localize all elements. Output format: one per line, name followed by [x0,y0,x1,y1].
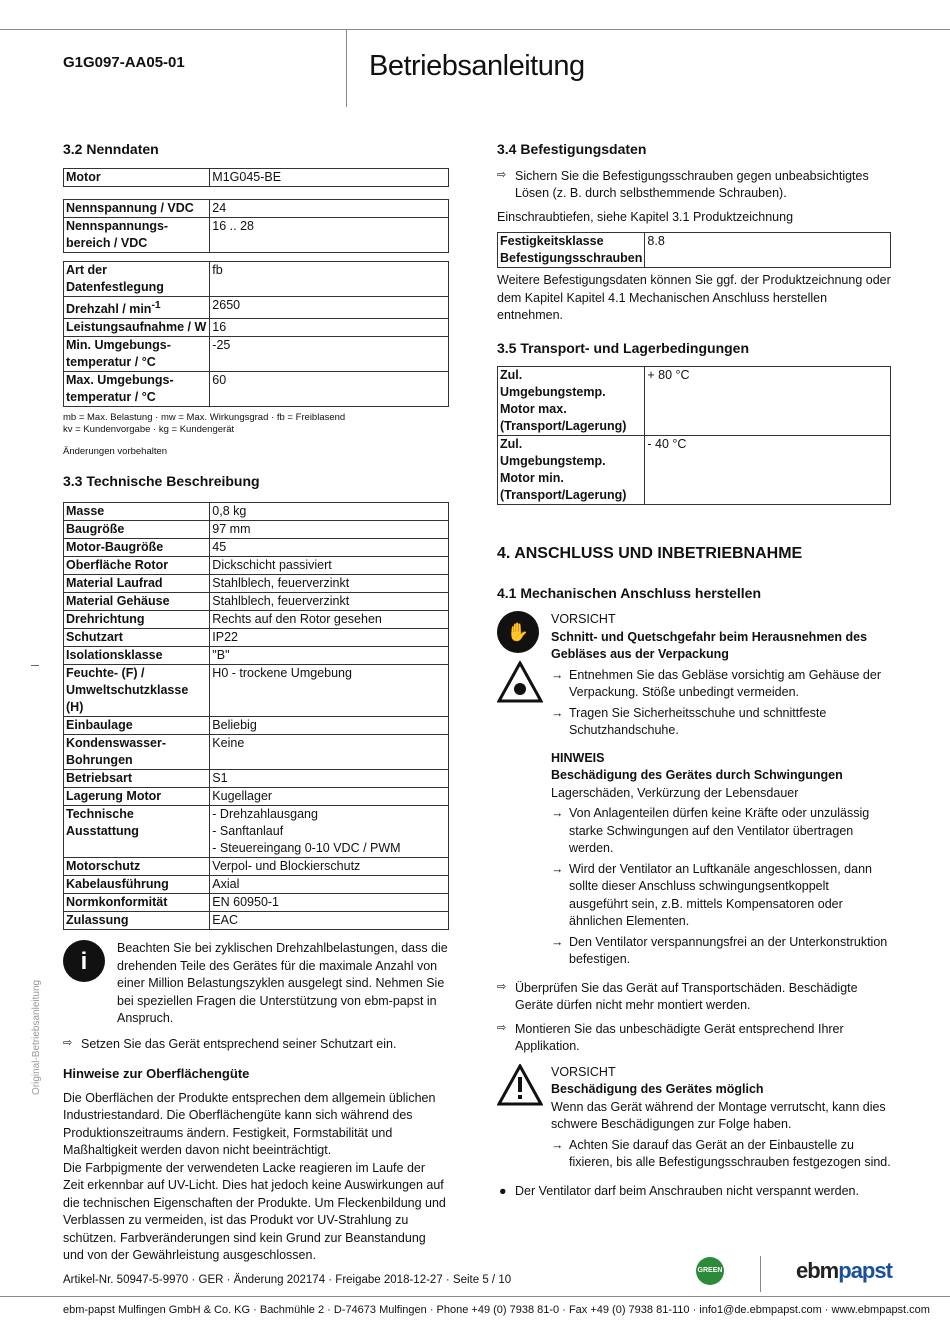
befestigung-text-1: Einschraubtiefen, siehe Kapitel 3.1 Produktzeichnung [497,209,794,224]
table-cell-key: Zulassung [64,912,210,930]
action-arrow-icon: ⇨ [63,1036,73,1049]
step-arrow-icon: → [551,861,564,876]
table-row [64,318,449,336]
right-column [497,140,891,1206]
table-cell-value: 45 [210,539,449,557]
table-row [64,539,449,557]
instruction-step: → Von Anlagenteilen dürfen keine Kräfte oder unzulässig starke Schwingungen auf den Ventilator übertragen werden. [551,806,870,856]
step-arrow-icon: → [551,667,564,682]
warning-triangle-icon [497,1064,543,1106]
table-row [64,217,449,252]
table-cell-key: Masse [64,503,210,521]
table-row [64,770,449,788]
footer-rule [0,1296,950,1297]
table-cell-key: Einbaulage [64,717,210,735]
table-cell-key: Motor [64,168,210,186]
table-row [498,436,891,505]
section-heading-mechanisch: 4.1 Mechanischen Anschluss herstellen [497,584,762,601]
footer-company-info: ebm-papst Mulfingen GmbH & Co. KG · Bachmühle 2 · D-74673 Mulfingen · Phone +49 (0) 7938 81-0 · Fax +49 (0) 7938 81-110 · info1@de.ebmpapst.com · www.ebmpapst.com [63,1304,930,1316]
nenndaten-table-voltage [63,199,449,253]
table-cell-value: Dickschicht passiviert [210,557,449,575]
section-heading-nenndaten: 3.2 Nenndaten [63,141,159,157]
glove-icon: ✋ [497,611,539,653]
table-cell-value: H0 - trockene Umgebung [210,665,449,717]
table-row [64,806,449,858]
befestigung-table [497,232,891,268]
hint-headline: Beschädigung des Gerätes durch Schwingungen [551,768,843,783]
instruction-step: → Tragen Sie Sicherheitsschuhe und schnittfeste Schutzhandschuhe. [551,705,827,738]
table-cell-key: Material Laufrad [64,575,210,593]
header-divider [346,29,347,107]
table-cell-value: Axial [210,876,449,894]
table-row [64,336,449,371]
table-cell-key: Schutzart [64,629,210,647]
table-cell-value: fb [210,261,449,296]
warning-block-1 [497,611,891,972]
side-mark [31,665,39,666]
nenndaten-note-1: mb = Max. Belastung · mw = Max. Wirkungsgrad · fb = Freiblasend [63,411,346,423]
anschluss-action-2: ⇨ Montieren Sie das unbeschädigte Gerät entsprechend Ihrer Applikation. [497,1021,844,1054]
table-cell-value: EAC [210,912,449,930]
section-heading-transport: 3.5 Transport- und Lagerbedingungen [497,339,750,356]
table-cell-key: Min. Umgebungs- temperatur / °C [64,336,210,371]
table-row [64,503,449,521]
oberflaeche-paragraph-2: Die Farbpigmente der verwendeten Lacke reagieren im Laufe der Zeit erkennbar auf UV-Licht. Dies hat jedoch keine Auswirkungen auf die technischen Eigenschaften der Produkte. Um Fleckenbildung und Verblassen zu vermeiden, ist das Produkt vor UV-Strahlung zu schützen. Farbveränderungen sind kein Grund zur Beanstandung und von der Gewährleistung ausgeschlossen. [63,1160,446,1263]
table-row [64,557,449,575]
table-cell-value: 60 [210,371,449,406]
section-heading-technische: 3.3 Technische Beschreibung [63,472,260,489]
table-cell-key: Betriebsart [64,770,210,788]
section-heading-befestigung: 3.4 Befestigungsdaten [497,141,647,157]
hint-title: HINWEIS [551,750,605,765]
table-row [64,735,449,770]
nenndaten-note-2: kv = Kundenvorgabe · kg = Kundengerät [63,423,235,435]
table-row [64,788,449,806]
table-cell-key: Zul. Umgebungstemp. Motor max. (Transport/Lagerung) [498,367,645,436]
table-cell-key: Feuchte- (F) / Umweltschutzklasse (H) [64,665,210,717]
table-cell-key: Motor-Baugröße [64,539,210,557]
table-cell-key: Baugröße [64,521,210,539]
table-row [64,296,449,318]
warning-2-headline: Beschädigung des Gerätes möglich [551,1082,764,1097]
cut-hazard-icon [497,661,543,703]
table-row [64,371,449,406]
table-cell-value: - Drehzahlausgang - Sanftanlauf - Steuereingang 0-10 VDC / PWM [210,806,449,858]
table-cell-key: Festigkeitsklasse Befestigungsschrauben [498,233,645,268]
table-cell-key: Technische Ausstattung [64,806,210,858]
table-cell-key: Max. Umgebungs- temperatur / °C [64,371,210,406]
step-arrow-icon: → [551,1137,564,1152]
warning-1-headline: Schnitt- und Quetschgefahr beim Herausnehmen des Gebläses aus der Verpackung [551,629,868,662]
table-cell-key: Drehzahl / $\min^{-1}$ [64,296,210,318]
transport-table [497,366,891,505]
table-cell-key: Kondenswasser- Bohrungen [64,735,210,770]
table-cell-value: Stahlblech, feuerverzinkt [210,593,449,611]
table-cell-key: Nennspannungs- bereich / VDC [64,217,210,252]
action-arrow-icon: ⇨ [497,1021,507,1034]
table-row [64,858,449,876]
table-row [64,894,449,912]
table-row [64,199,449,217]
table-cell-key: Lagerung Motor [64,788,210,806]
table-cell-key: Drehrichtung [64,611,210,629]
table-cell-key: Normkonformität [64,894,210,912]
table-cell-value: 16 .. 28 [210,217,449,252]
table-cell-key: Material Gehäuse [64,593,210,611]
table-cell-key: Motorschutz [64,858,210,876]
table-cell-value: 97 mm [210,521,449,539]
warning-block-2 [497,1064,891,1175]
table-cell-value: Keine [210,735,449,770]
table-row [64,665,449,717]
section-heading-oberflaeche: Hinweise zur Oberflächengüte [63,1066,250,1082]
hint-text: Lagerschäden, Verkürzung der Lebensdauer [551,785,799,800]
instruction-step: → Achten Sie darauf das Gerät an der Einbaustelle zu fixieren, bis alle Befestigungsschrauben festgezogen sind. [551,1137,891,1170]
table-cell-key: Nennspannung / VDC [64,199,210,217]
table-cell-key: Art der Datenfestlegung [64,261,210,296]
table-cell-key: Zul. Umgebungstemp. Motor min. (Transport/Lagerung) [498,436,645,505]
table-cell-value: Verpol- und Blockierschutz [210,858,449,876]
table-cell-value: M1G045-BE [210,168,449,186]
table-row [64,261,449,296]
table-cell-value: "B" [210,647,449,665]
ebmpapst-logo: ebmpapst [796,1258,892,1283]
table-cell-value: 16 [210,318,449,336]
table-cell-key: Isolationsklasse [64,647,210,665]
table-cell-value: -25 [210,336,449,371]
info-icon: i [63,940,105,982]
instruction-step: → Entnehmen Sie das Gebläse vorsichtig am Gehäuse der Verpackung. Stöße unbedingt vermeiden. [551,667,881,700]
greentech-logo: GREEN TECH [696,1257,724,1285]
table-row [64,168,449,186]
warning-2-text: Wenn das Gerät während der Montage verrutscht, kann dies schwere Beschädigungen zur Folge haben. [551,1099,886,1132]
footer-article-info: Artikel-Nr. 50947-5-9970 · GER · Änderung 202174 · Freigabe 2018-12-27 · Seite 5 / 10 [63,1274,512,1286]
table-row [64,521,449,539]
table-row [64,647,449,665]
instruction-step: → Den Ventilator verspannungsfrei an der Unterkonstruktion befestigen. [551,934,888,967]
instruction-step: → Wird der Ventilator an Luftkanäle angeschlossen, dann sollte dieser Anschluss schwingungsentkoppelt ausgeführt sein, z.B. mittels Kompensatoren oder ähnlichen Elementen. [551,861,872,929]
table-cell-value: Kugellager [210,788,449,806]
table-cell-value: Beliebig [210,717,449,735]
table-row [64,575,449,593]
table-row [64,611,449,629]
warning-1-title: VORSICHT [551,612,616,627]
table-cell-value: EN 60950-1 [210,894,449,912]
anschluss-bullet: ● Der Ventilator darf beim Anschrauben nicht verspannt werden. [499,1183,859,1198]
document-id: G1G097-AA05-01 [63,54,185,71]
table-cell-value: - 40 °C [645,436,891,505]
footer-divider [760,1256,761,1292]
action-step: ⇨ Setzen Sie das Gerät entsprechend seiner Schutzart ein. [63,1036,397,1051]
step-arrow-icon: → [551,934,564,949]
info-text: Beachten Sie bei zyklischen Drehzahlbelastungen, dass die drehenden Teile des Gerätes für die maximale Anzahl von einer Million Belastungszyklen ausgelegt sind. Nehmen Sie bei speziellen Fragen die Unterstützung von ebm-papst in Anspruch. [117,941,448,1026]
table-row [64,717,449,735]
step-arrow-icon: → [551,705,564,720]
document-title: Betriebsanleitung [369,50,585,82]
warning-2-title: VORSICHT [551,1064,616,1079]
side-label: Original-Betriebsanleitung [31,979,42,1095]
nenndaten-table-data [63,261,449,407]
table-row [64,629,449,647]
oberflaeche-paragraph-1: Die Oberflächen der Produkte entsprechen dem allgemein üblichen Industriestandard. Die Oberflächengüte kann sich während des Produktionszeitraums ändern. Festigkeit, Formstabilität und Maßhaltigkeit werden davon nicht beeinträchtigt. [63,1090,436,1158]
nenndaten-table-motor [63,168,449,187]
table-cell-value: Stahlblech, feuerverzinkt [210,575,449,593]
table-cell-value: Rechts auf den Rotor gesehen [210,611,449,629]
nenndaten-note-3: Änderungen vorbehalten [63,445,168,457]
table-cell-value: + 80 °C [645,367,891,436]
table-cell-value: IP22 [210,629,449,647]
table-cell-key: Oberfläche Rotor [64,557,210,575]
chapter-heading-anschluss: 4. ANSCHLUSS UND INBETRIEBNAHME [497,545,803,563]
header-rule [0,29,950,30]
table-cell-key: Kabelausführung [64,876,210,894]
table-cell-value: 8.8 [645,233,891,268]
technische-table [63,502,449,930]
left-column [63,140,449,1265]
step-arrow-icon: → [551,806,564,821]
anschluss-action-1: ⇨ Überprüfen Sie das Gerät auf Transportschäden. Beschädigte Geräte dürfen nicht mehr montiert werden. [497,980,858,1013]
table-row [64,593,449,611]
table-row [498,367,891,436]
action-arrow-icon: ⇨ [497,168,507,181]
befestigung-action: ⇨ Sichern Sie die Befestigungsschrauben gegen unbeabsichtigtes Lösen (z. B. durch selbsthemmende Schrauben). [497,168,869,201]
table-row [64,876,449,894]
table-cell-value: 24 [210,199,449,217]
info-block [63,940,449,1028]
table-cell-value: 2650 [210,296,449,318]
table-row [64,912,449,930]
table-cell-key: Leistungsaufnahme / W [64,318,210,336]
table-cell-value: 0,8 kg [210,503,449,521]
befestigung-text-2: Weitere Befestigungsdaten können Sie ggf. der Produktzeichnung oder dem Kapitel Kapitel 4.1 Mechanischen Anschluss herstellen entnehmen. [497,273,891,323]
action-arrow-icon: ⇨ [497,980,507,993]
table-cell-value: S1 [210,770,449,788]
